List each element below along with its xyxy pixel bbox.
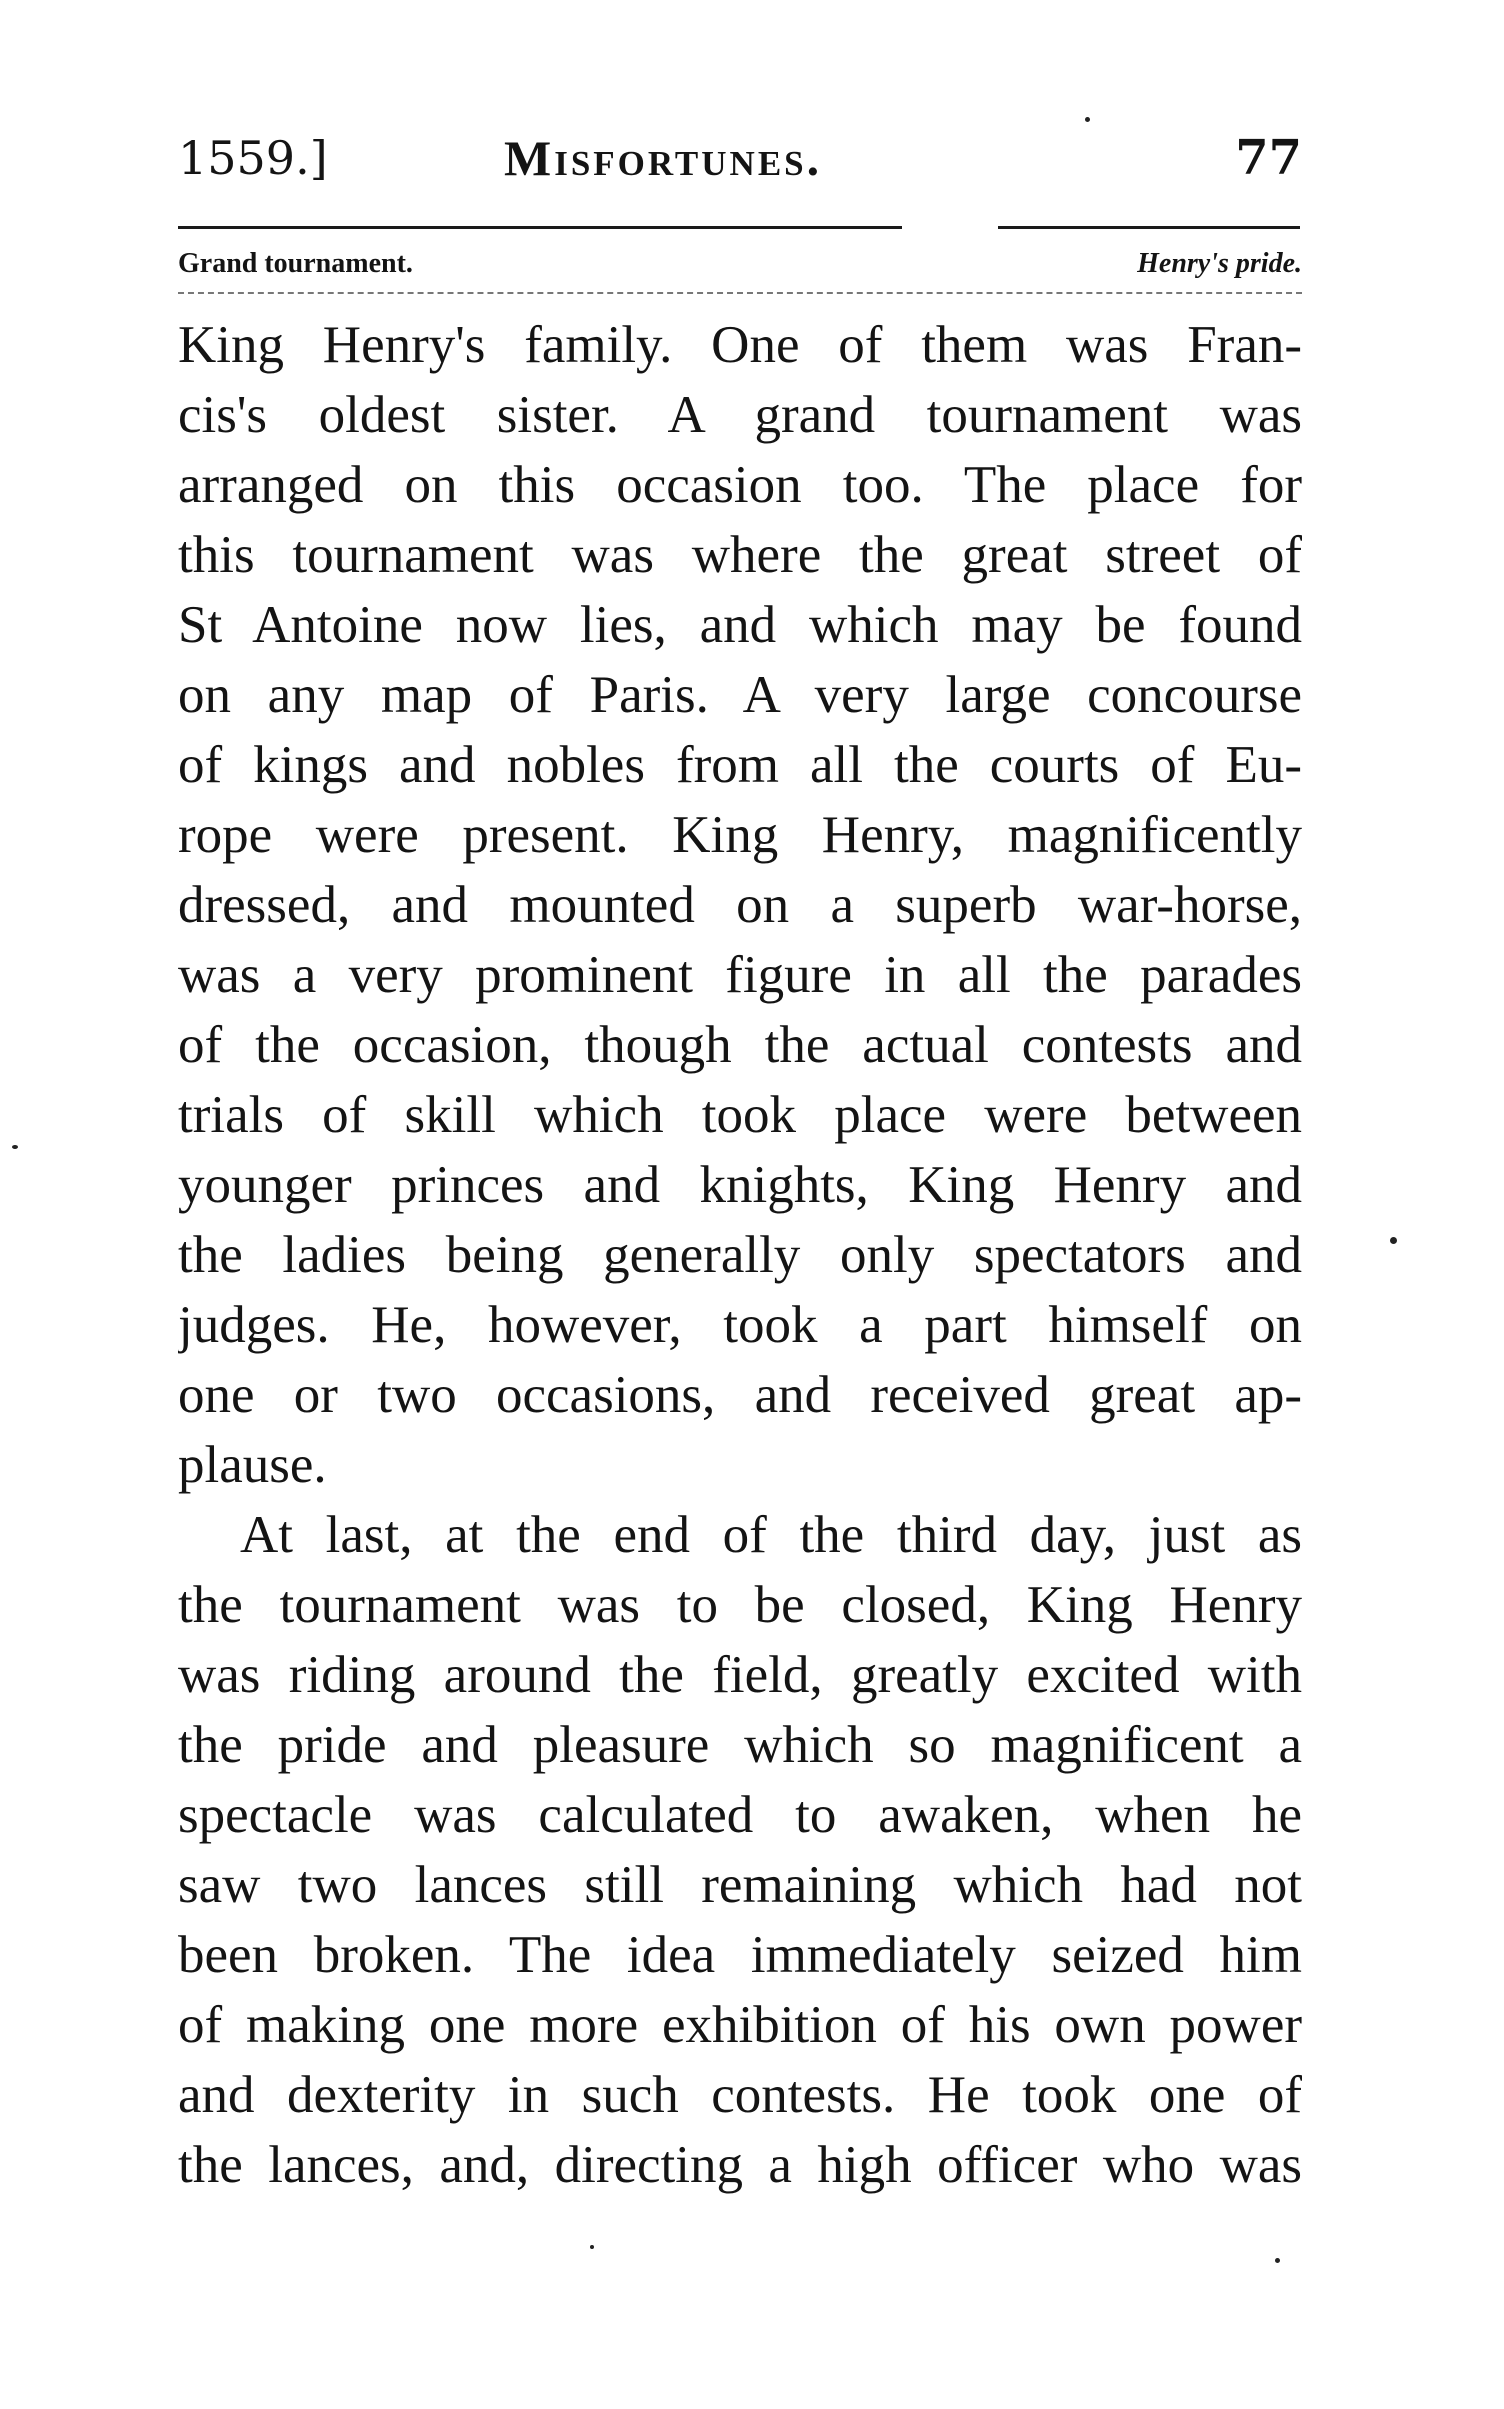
text-line: St Antoine now lies, and which may be found (178, 596, 1302, 654)
text-line: plause. (178, 1436, 327, 1494)
text-line: the pride and pleasure which so magnificent a (178, 1716, 1302, 1774)
text-line: of making one more exhibition of his own power (178, 1996, 1302, 2054)
body-text (178, 310, 1302, 2200)
text-line: saw two lances still remaining which had not (178, 1856, 1302, 1914)
page-number: 77 (1235, 130, 1302, 186)
text-line: the tournament was to be closed, King Henry (178, 1576, 1302, 1634)
text-line: arranged on this occasion too. The place for (178, 456, 1302, 514)
text-line: dressed, and mounted on a superb war-horse, (178, 876, 1302, 934)
header-rule-left (178, 226, 902, 229)
chapter-title: Misfortunes. (504, 130, 823, 186)
sidenote-left: Grand tournament. (178, 248, 413, 279)
marginal-notes (178, 244, 1302, 284)
running-head-year: 1559.] (178, 131, 328, 185)
paragraph-2 (178, 1500, 1302, 2200)
text-line: was a very prominent figure in all the parades (178, 946, 1302, 1004)
print-speck (12, 1145, 18, 1149)
text-line: been broken. The idea immediately seized him (178, 1926, 1302, 1984)
text-line: the ladies being generally only spectators and (178, 1226, 1302, 1284)
print-speck (1275, 2258, 1280, 2263)
text-line: judges. He, however, took a part himself on (178, 1296, 1302, 1354)
print-speck (590, 2245, 594, 2249)
text-line: one or two occasions, and received great ap- (178, 1366, 1302, 1424)
text-line: King Henry's family. One of them was Fran- (178, 316, 1302, 374)
text-line: rope were present. King Henry, magnificently (178, 806, 1302, 864)
text-line: cis's oldest sister. A grand tournament was (178, 386, 1302, 444)
running-head (178, 128, 1302, 188)
print-speck (1390, 1237, 1397, 1244)
print-speck (1085, 117, 1090, 122)
sidenote-dashed-rule (178, 292, 1302, 294)
text-line: the lances, and, directing a high officer who was (178, 2136, 1302, 2194)
text-line: was riding around the field, greatly excited with (178, 1646, 1302, 1704)
text-line: on any map of Paris. A very large concourse (178, 666, 1302, 724)
text-line: of kings and nobles from all the courts of Eu- (178, 736, 1302, 794)
text-line: spectacle was calculated to awaken, when he (178, 1786, 1302, 1844)
paragraph-1 (178, 310, 1302, 1500)
text-line: At last, at the end of the third day, just as (240, 1506, 1302, 1564)
text-line: this tournament was where the great street of (178, 526, 1302, 584)
sidenote-right: Henry's pride. (1137, 248, 1302, 279)
text-line: of the occasion, though the actual contests and (178, 1016, 1302, 1074)
text-line: and dexterity in such contests. He took one of (178, 2066, 1302, 2124)
text-line: younger princes and knights, King Henry and (178, 1156, 1302, 1214)
text-line: trials of skill which took place were between (178, 1086, 1302, 1144)
header-rule-right (998, 226, 1300, 229)
